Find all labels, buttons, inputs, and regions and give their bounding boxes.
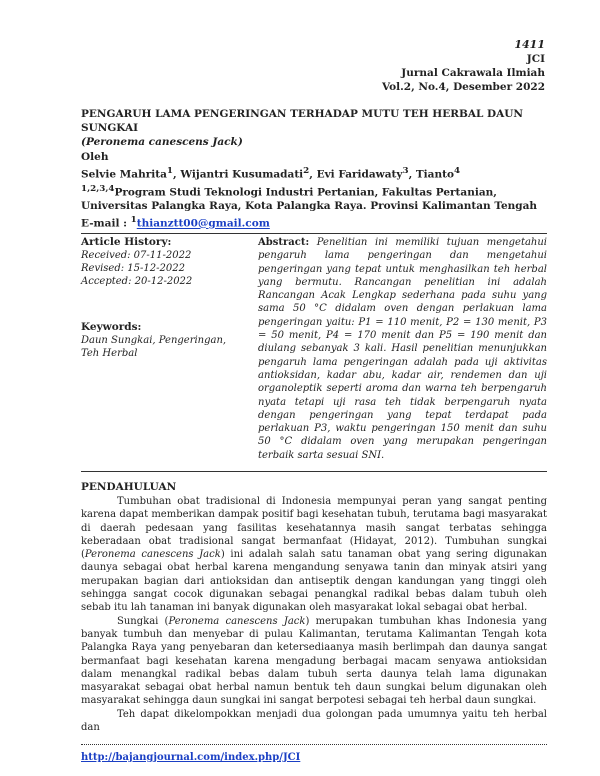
journal-name: Jurnal Cakrawala Ilmiah: [401, 67, 545, 79]
abstract-text: Penelitian ini memiliki tujuan mengetahui pengaruh lama pengeringan dan mengetahui pengeringan yang tepat untuk menghasilkan teh herbal yang bermutu. Rancangan penelitian ini adalah Rancangan Acak Lengkap sederhana pada suhu yang sama 50 °C didalam oven dengan perlakuan lama pengeringan yaitu: P1 = 110 menit, P2 = 130 menit, P3 = 50 menit, P4 = 170 menit dan P5 = 190 menit dan diulang sebanyak 3 kali. Hasil penelitian menunjukkan pengaruh lama pengeringan adalah pada uji aktivitas antioksidan, kadar abu, kadar air, rendemen dan uji organoleptik seperti aroma dan warna teh berpengaruh nyata tetapi uji rasa teh tidak berpengaruh nyata dengan pengeringan yang tepat terdapat pada perlakuan P3, waktu pengeringan 150 menit dan suhu 50 °C didalam oven yang merupakan pengeringan terbaik sarta sesuai SNI.: [258, 237, 547, 461]
journal-volume: Vol.2, No.4, Desember 2022: [381, 81, 545, 93]
oleh-label: Oleh: [81, 151, 109, 163]
affiliation-sup: 1,2,3,4: [81, 183, 115, 194]
abstract: [258, 236, 547, 462]
article-history-heading: Article History:: [81, 236, 172, 248]
paper-title: [81, 107, 551, 149]
accepted-date: Accepted: 20-12-2022: [81, 276, 193, 287]
intro-paragraph-2: Sungkai (Peronema canescens Jack) merupakan tumbuhan khas Indonesia yang banyak tumbuh dan menyebar di pulau Kalimantan, terutama Kalimantan Tengah kota Palangka Raya yang penyebaran dan ketersediaanya masih berlimpah dan daunya sangat bermanfaat bagi kesehatan karena mengadung berbagai macam senyawa antioksidan dalam menangkal radikal bebas dalam tubuh serta daunya telah lama digunakan masyarakat sebagai obat herbal namun bentuk teh daun sungkai belum digunakan oleh masyarakat sehingga daun sungkai ini sangat berpotesi sebagai teh herbal daun sungkai.: [81, 615, 547, 707]
title-main: PENGARUH LAMA PENGERINGAN TERHADAP MUTU TEH HERBAL DAUN SUNGKAI: [81, 108, 524, 134]
title-sci-name-italic: Peronema canescens Jack: [85, 136, 238, 148]
email-link[interactable]: thianztt00@gmail.com: [136, 217, 270, 230]
abstract-label: Abstract:: [258, 237, 310, 248]
affiliation: [81, 182, 551, 214]
intro-paragraph-1: Tumbuhan obat tradisional di Indonesia mempunyai peran yang sangat penting karena dapat memberikan dampak positif bagi kesehatan tubuh, terutama bagi masyarakat di daerah pedesaan yang fasilitas kesehatannya masih sangat terbatas sehingga keberadaan obat tradisional sangat bermanfaat (Hidayat, 2012). Tumbuhan sungkai (Peronema canescens Jack) ini adalah salah satu tanaman obat yang sering digunakan daunya sebagai obat herbal karena mengandung senyawa tanin dan minyak atsiri yang merupakan bagian dari antioksidan dan antiseptik dengan kandungan yang tinggi oleh sehingga sangat cocok digunakan sebagai penangkal radikal bebas dalam tubuh oleh sebab itu lah tanaman ini banyak digunakan oleh masyarakat lokal sebagai obat herbal.: [81, 496, 547, 614]
author-names: Selvie Mahrita$^1$, Wijantri Kusumadati$^2$, Evi Faridawaty$^3$, Tianto$^4$: [81, 166, 461, 181]
authors-block: [81, 164, 551, 231]
keywords-text: Daun Sungkai, Pengeringan, Teh Herbal: [81, 335, 227, 359]
title-sci-name: (Peronema canescens Jack): [81, 136, 243, 148]
footer-url-link[interactable]: http://bajangjournal.com/index.php/JCI: [81, 752, 301, 763]
keywords-heading: Keywords:: [81, 321, 142, 333]
article-meta: [81, 236, 246, 360]
revised-date: Revised: 15-12-2022: [81, 263, 185, 274]
top-divider: [81, 233, 547, 234]
footer: [81, 752, 300, 763]
journal-header: [382, 38, 545, 94]
section-heading: PENDAHULUAN: [81, 481, 177, 493]
received-date: Received: 07-11-2022: [81, 250, 192, 261]
page-number: 1411: [514, 38, 545, 51]
journal-abbr: JCI: [526, 53, 545, 65]
email-label: E-mail :: [81, 217, 131, 230]
footer-divider: [81, 744, 547, 745]
email-line: [81, 213, 551, 231]
abstract-divider: [81, 471, 547, 472]
email-sup: 1: [130, 215, 137, 225]
intro-paragraph-3: Teh dapat dikelompokkan menjadi dua golongan pada umumnya yaitu teh herbal dan: [81, 708, 547, 734]
affiliation-text: Program Studi Teknologi Industri Pertanian, Fakultas Pertanian, Universitas Palangka Raya, Kota Palangka Raya. Provinsi Kalimantan Tengah: [81, 186, 538, 212]
intro-body: [81, 495, 547, 734]
